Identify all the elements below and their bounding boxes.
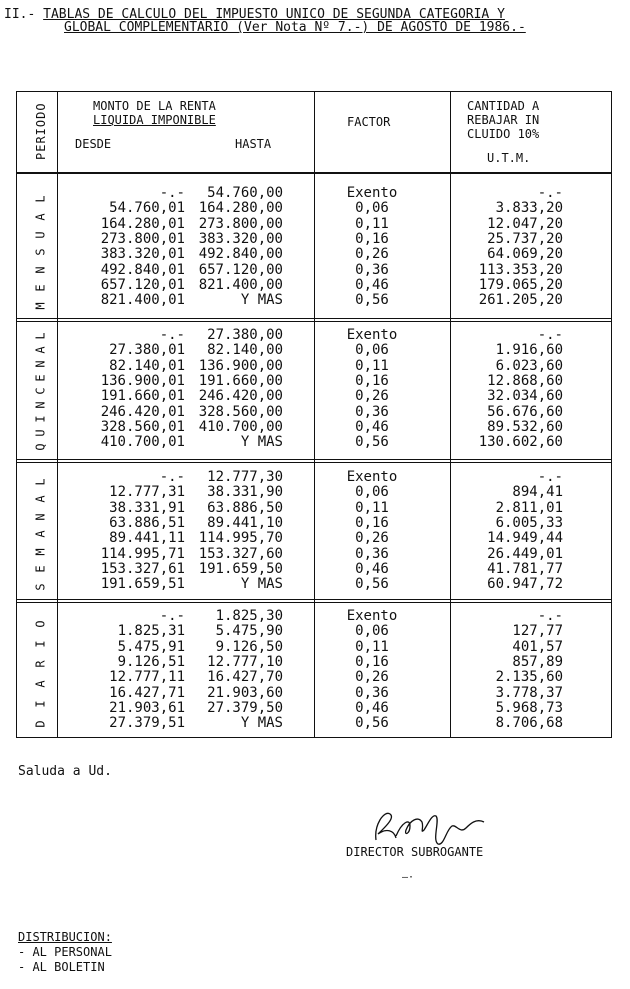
table-row <box>17 293 611 308</box>
cell-desde: 246.420,01 <box>100 403 185 420</box>
cell-desde: -.- <box>159 327 185 343</box>
cell-cantidad: 5.968,73 <box>495 699 563 716</box>
header-divider <box>17 172 611 174</box>
cell-factor: 0,36 <box>355 261 389 278</box>
section-label-letter: L <box>33 477 48 486</box>
cell-desde: 21.903,61 <box>109 699 185 716</box>
cell-cantidad: 1.916,60 <box>495 342 563 359</box>
section-label-letter: E <box>33 373 48 382</box>
cell-desde: 164.280,01 <box>100 215 185 232</box>
mark: —· <box>402 872 415 883</box>
cell-factor: Exento <box>346 185 398 201</box>
table-row <box>17 655 611 670</box>
header-cantidad-line2: REBAJAR IN <box>467 113 540 127</box>
section-diario <box>17 601 611 735</box>
cell-hasta: 82.140,00 <box>207 342 283 359</box>
distribution-item: - AL BOLETIN <box>18 960 105 974</box>
section-label-letter: A <box>33 213 48 221</box>
table-row <box>17 686 611 701</box>
cell-factor: 0,36 <box>355 684 389 701</box>
section-label-letter: I <box>33 415 48 423</box>
table-row <box>17 669 611 688</box>
closing-saluda: Saluda a Ud. <box>18 764 112 779</box>
cell-desde: 89.441,11 <box>109 530 185 547</box>
section-label-letter: S <box>33 583 48 591</box>
table-row <box>17 562 611 577</box>
table-row <box>17 389 611 404</box>
cell-desde: 191.660,01 <box>100 388 185 405</box>
table-row <box>17 420 611 435</box>
table-row <box>17 374 611 389</box>
cell-desde: 16.427,71 <box>109 684 185 701</box>
cell-factor: 0,36 <box>355 545 389 562</box>
cell-desde: 27.380,01 <box>109 342 185 359</box>
section-label-letter: U <box>33 230 48 239</box>
section-label-letter: N <box>33 266 48 274</box>
table-row <box>17 501 611 516</box>
signature-title: DIRECTOR SUBROGANTE <box>346 845 484 859</box>
cell-hasta: 21.903,60 <box>207 684 283 701</box>
cell-hasta: 12.777,10 <box>207 653 283 670</box>
section-label-letter: A <box>33 346 48 354</box>
title-line-1-text: TABLAS DE CALCULO DEL IMPUESTO UNICO DE SEGUNDA CATEGORIA Y <box>43 7 505 22</box>
section-label-letter: M <box>33 548 48 556</box>
cell-desde: 54.760,01 <box>109 200 185 217</box>
header-factor: FACTOR <box>347 115 391 129</box>
cell-cantidad: 12.047,20 <box>487 215 563 232</box>
cell-hasta: 5.475,90 <box>215 623 283 640</box>
header-desde: DESDE <box>75 137 112 151</box>
cell-hasta: 191.660,00 <box>198 372 283 389</box>
cell-cantidad: 2.135,60 <box>495 669 563 686</box>
header-hasta: HASTA <box>235 137 272 151</box>
section-divider <box>17 459 611 460</box>
section-label-letter: L <box>33 332 48 340</box>
distribution-heading: DISTRIBUCION: <box>18 930 112 944</box>
section-label-letter: S <box>33 248 48 257</box>
cell-cantidad: 6.023,60 <box>495 357 563 374</box>
cell-hasta: 410.700,00 <box>198 418 283 435</box>
section-label-letter: E <box>33 284 48 292</box>
section-label-letter: L <box>33 195 48 203</box>
cell-factor: 0,11 <box>355 357 389 374</box>
cell-cantidad: 3.833,20 <box>495 200 563 217</box>
cell-hasta: 27.380,00 <box>207 327 283 343</box>
cell-factor: 0,46 <box>355 418 389 435</box>
cell-cantidad: 8.706,68 <box>495 715 563 732</box>
cell-cantidad: 6.005,33 <box>495 514 563 531</box>
cell-factor: 0,06 <box>355 342 389 359</box>
distribution-block <box>18 930 112 975</box>
cell-factor: 0,11 <box>355 215 389 232</box>
cell-cantidad: 130.602,60 <box>478 434 563 451</box>
section-label-letter: N <box>33 401 48 409</box>
cell-desde: 492.840,01 <box>100 261 185 278</box>
cell-hasta: 89.441,10 <box>207 514 283 531</box>
cell-factor: 0,06 <box>355 623 389 640</box>
table-row <box>17 278 611 293</box>
cell-hasta: 164.280,00 <box>198 200 283 217</box>
cell-cantidad: 127,77 <box>512 623 563 640</box>
cell-cantidad: 113.353,20 <box>478 261 563 278</box>
cell-desde: 38.331,91 <box>109 499 185 516</box>
cell-factor: Exento <box>346 469 398 485</box>
cell-desde: -.- <box>159 608 185 624</box>
table-row <box>17 328 611 343</box>
cell-hasta: 328.560,00 <box>198 403 283 420</box>
cell-cantidad: 2.811,01 <box>495 499 563 516</box>
cell-factor: 0,36 <box>355 403 389 420</box>
cell-desde: -.- <box>159 185 185 201</box>
cell-cantidad: -.- <box>537 185 563 201</box>
cell-cantidad: 32.034,60 <box>487 388 563 405</box>
cell-hasta: 16.427,70 <box>207 669 283 686</box>
cell-hasta: 153.327,60 <box>198 545 283 562</box>
table-row <box>17 201 611 216</box>
cell-cantidad: 41.781,77 <box>487 560 563 577</box>
cell-hasta: 1.825,30 <box>215 608 283 624</box>
table-row <box>17 405 611 420</box>
cell-desde: 328.560,01 <box>100 418 185 435</box>
cell-desde: 136.900,01 <box>100 372 185 389</box>
cell-desde: 153.327,61 <box>100 560 185 577</box>
cell-desde: 410.700,01 <box>100 434 185 451</box>
table-row <box>17 609 611 624</box>
table-row <box>17 435 611 450</box>
cell-factor: 0,46 <box>355 699 389 716</box>
section-label-letter: A <box>33 495 48 503</box>
cell-hasta: 273.800,00 <box>198 215 283 232</box>
table-row <box>17 701 611 716</box>
cell-desde: 9.126,51 <box>117 653 185 670</box>
cell-factor: 0,26 <box>355 388 389 405</box>
cell-cantidad: 25.737,20 <box>487 230 563 247</box>
cell-factor: Exento <box>346 608 398 624</box>
header-periodo: PERIODO <box>34 102 48 160</box>
header-periodo-cell <box>25 96 53 170</box>
cell-desde: 1.825,31 <box>117 623 185 640</box>
cell-factor: 0,26 <box>355 669 389 686</box>
cell-factor: 0,26 <box>355 530 389 547</box>
cell-cantidad: -.- <box>537 327 563 343</box>
table-row <box>17 640 611 655</box>
table-row <box>17 186 611 201</box>
cell-factor: 0,16 <box>355 372 389 389</box>
cell-cantidad: 401,57 <box>512 638 563 655</box>
section-quincenal <box>17 319 611 458</box>
table-row <box>17 624 611 639</box>
table-row <box>17 531 611 546</box>
cell-hasta: 54.760,00 <box>207 185 283 201</box>
cell-desde: 5.475,91 <box>117 638 185 655</box>
table-row <box>17 359 611 374</box>
section-divider <box>17 599 611 600</box>
section-label-letter: C <box>33 387 48 396</box>
cell-hasta: 27.379,50 <box>207 699 283 716</box>
cell-cantidad: 26.449,01 <box>487 545 563 562</box>
cell-desde: 657.120,01 <box>100 276 185 293</box>
cell-factor: 0,11 <box>355 499 389 516</box>
cell-factor: 0,16 <box>355 653 389 670</box>
title-prefix: II.- <box>4 7 36 22</box>
cell-desde: 191.659,51 <box>100 576 185 593</box>
cell-hasta: 492.840,00 <box>198 246 283 263</box>
cell-hasta: 136.900,00 <box>198 357 283 374</box>
header-monto-line1: MONTO DE LA RENTA <box>93 99 216 113</box>
table-row <box>17 470 611 485</box>
table-row <box>17 232 611 247</box>
section-label-letter: U <box>33 429 48 437</box>
cell-cantidad: 89.532,60 <box>487 418 563 435</box>
cell-hasta: 12.777,30 <box>207 469 283 485</box>
cell-desde: 12.777,31 <box>109 484 185 501</box>
section-label-letter: N <box>33 360 48 368</box>
distribution-item: - AL PERSONAL <box>18 945 112 959</box>
cell-cantidad: 261.205,20 <box>478 292 563 309</box>
table-row <box>17 247 611 262</box>
cell-factor: Exento <box>346 327 398 343</box>
section-label-letter: A <box>33 530 48 538</box>
table-row <box>17 516 611 531</box>
cell-cantidad: 56.676,60 <box>487 403 563 420</box>
section-label-letter: N <box>33 513 48 521</box>
table-row <box>17 577 611 592</box>
table-row <box>17 716 611 731</box>
section-label-letter: Q <box>33 443 48 451</box>
cell-cantidad: -.- <box>537 608 563 624</box>
cell-desde: 63.886,51 <box>109 514 185 531</box>
cell-desde: 383.320,01 <box>100 246 185 263</box>
cell-factor: 0,06 <box>355 484 389 501</box>
table-row <box>17 343 611 358</box>
cell-cantidad: 179.065,20 <box>478 276 563 293</box>
cell-hasta: Y MAS <box>240 434 283 451</box>
title-line-2 <box>64 21 526 34</box>
cell-factor: 0,06 <box>355 200 389 217</box>
section-label-letter: E <box>33 565 48 574</box>
cell-factor: 0,56 <box>355 715 389 732</box>
cell-desde: -.- <box>159 469 185 485</box>
cell-desde: 821.400,01 <box>100 292 185 309</box>
cell-desde: 114.995,71 <box>100 545 185 562</box>
header-monto-line2: LIQUIDA IMPONIBLE <box>93 113 216 127</box>
header-cantidad-line1: CANTIDAD A <box>467 99 540 113</box>
cell-hasta: 9.126,50 <box>215 638 283 655</box>
table-row <box>17 547 611 562</box>
table-row <box>17 485 611 500</box>
cell-cantidad: 64.069,20 <box>487 246 563 263</box>
cell-hasta: 114.995,70 <box>198 530 283 547</box>
cell-desde: 27.379,51 <box>109 715 185 732</box>
cell-factor: 0,56 <box>355 576 389 593</box>
cell-factor: 0,16 <box>355 514 389 531</box>
cell-hasta: 383.320,00 <box>198 230 283 247</box>
tax-table <box>16 91 612 738</box>
section-semanal <box>17 461 611 598</box>
section-label-letter: A <box>33 680 48 688</box>
cell-factor: 0,26 <box>355 246 389 263</box>
header-utm: U.T.M. <box>487 151 531 165</box>
cell-hasta: Y MAS <box>240 576 283 593</box>
cell-desde: 82.140,01 <box>109 357 185 374</box>
cell-hasta: Y MAS <box>240 292 283 309</box>
cell-factor: 0,46 <box>355 276 389 293</box>
cell-hasta: 191.659,50 <box>198 560 283 577</box>
table-row <box>17 217 611 232</box>
cell-factor: 0,56 <box>355 434 389 451</box>
section-label-letter: I <box>33 700 48 708</box>
cell-hasta: 38.331,90 <box>207 484 283 501</box>
section-label-letter: D <box>33 720 48 728</box>
cell-hasta: 63.886,50 <box>207 499 283 516</box>
cell-factor: 0,46 <box>355 560 389 577</box>
section-label-letter: R <box>33 660 48 668</box>
cell-hasta: 246.420,00 <box>198 388 283 405</box>
cell-cantidad: 14.949,44 <box>487 530 563 547</box>
cell-hasta: Y MAS <box>240 715 283 732</box>
cell-hasta: 821.400,00 <box>198 276 283 293</box>
cell-cantidad: 857,89 <box>512 653 563 670</box>
cell-factor: 0,56 <box>355 292 389 309</box>
cell-desde: 12.777,11 <box>109 669 185 686</box>
cell-factor: 0,16 <box>355 230 389 247</box>
cell-cantidad: 60.947,72 <box>487 576 563 593</box>
cell-cantidad: 894,41 <box>512 484 563 501</box>
cell-cantidad: -.- <box>537 469 563 485</box>
header-cantidad-line3: CLUIDO 10% <box>467 127 540 141</box>
section-mensual <box>17 178 611 317</box>
section-label-letter: I <box>33 640 48 648</box>
cell-cantidad: 3.778,37 <box>495 684 563 701</box>
section-label-letter: M <box>33 302 48 310</box>
signature <box>366 800 496 850</box>
cell-cantidad: 12.868,60 <box>487 372 563 389</box>
cell-desde: 273.800,01 <box>100 230 185 247</box>
cell-hasta: 657.120,00 <box>198 261 283 278</box>
title-line-2-text: GLOBAL COMPLEMENTARIO (Ver Nota Nº 7.-) DE AGOSTO DE 1986.- <box>64 20 526 35</box>
section-label-letter: O <box>33 620 48 628</box>
table-row <box>17 263 611 278</box>
cell-factor: 0,11 <box>355 638 389 655</box>
